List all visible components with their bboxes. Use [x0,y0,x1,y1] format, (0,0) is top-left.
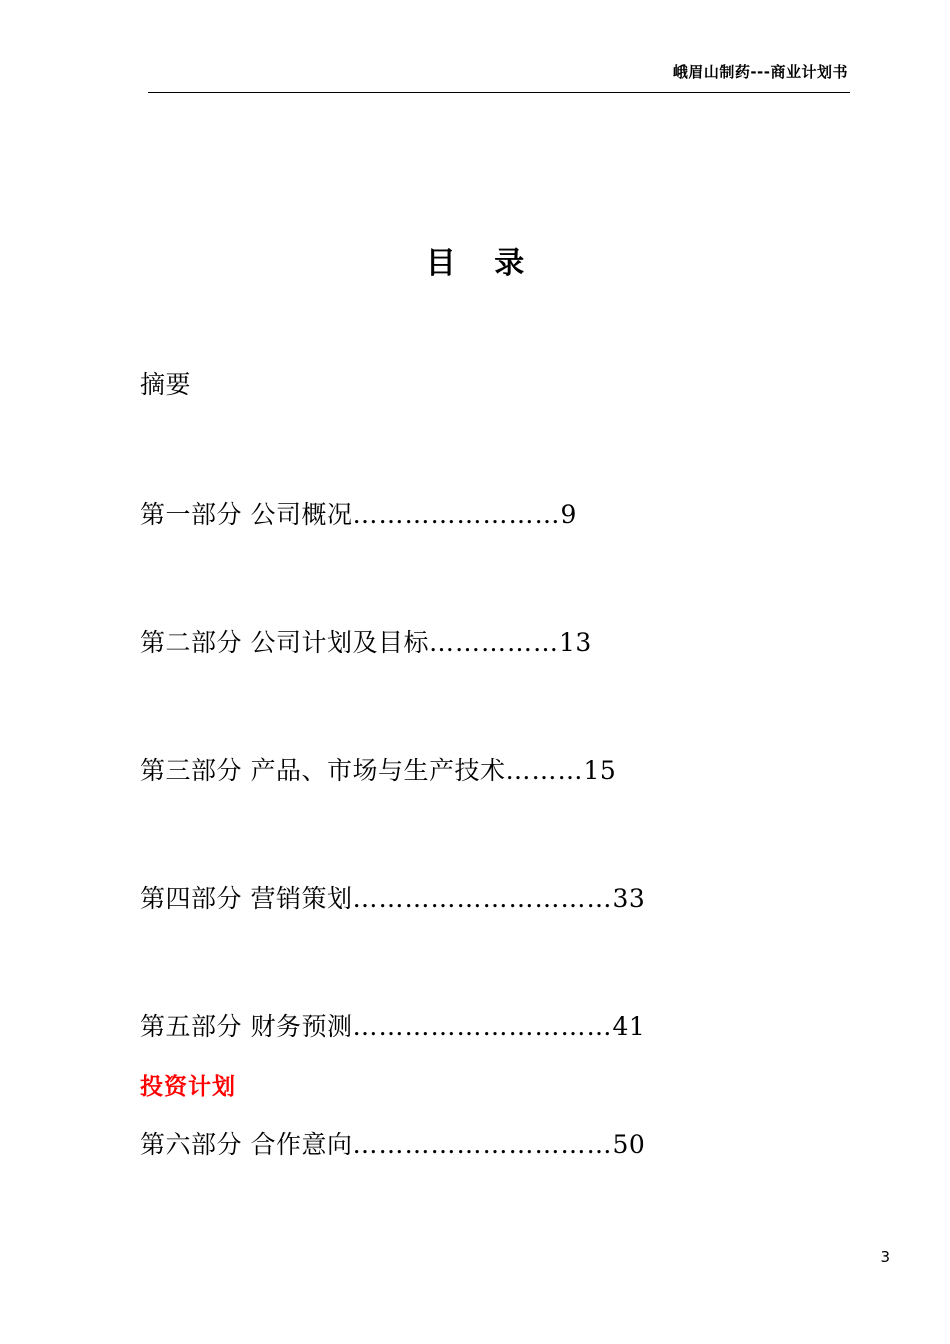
toc-entry-part-6 [140,1130,860,1160]
toc-leader: ………………………… [352,884,613,913]
toc-leader: ……… [505,756,584,785]
toc-page-number: 33 [612,884,646,913]
toc-entry-part-2 [140,628,860,658]
toc-entry-part-5 [140,1012,860,1042]
toc-entry-part-4 [140,884,860,914]
header-divider [148,92,850,93]
toc-entry-part-3 [140,756,860,786]
toc-leader: ………………………… [352,1130,613,1159]
toc-entry-label: 第三部分 产品、市场与生产技术 [140,756,506,785]
toc-entry-label: 摘要 [140,370,192,399]
toc-leader: …………… [428,628,559,657]
toc-entry-part-1 [140,500,860,530]
toc-entry-label: 第一部分 公司概况 [140,500,353,529]
toc-entry-label: 第四部分 营销策划 [140,884,353,913]
investment-plan-note: 投资计划 [140,1074,236,1100]
toc-entry-label: 第五部分 财务预测 [140,1012,353,1041]
toc-list [140,370,860,1258]
toc-entry-label: 第六部分 合作意向 [140,1130,353,1159]
page-title: 目 录 [425,246,539,281]
toc-page-number: 13 [558,628,592,657]
toc-entry-label: 第二部分 公司计划及目标 [140,628,429,657]
toc-leader: …………………… [352,500,561,529]
toc-page-number: 15 [583,756,617,785]
running-head: 峨眉山制药---商业计划书 [672,63,848,81]
toc-page-number: 9 [560,500,577,529]
toc-leader: ………………………… [352,1012,613,1041]
page-header [148,62,850,93]
footer-page-number: 3 [880,1248,890,1266]
toc-entry-abstract [140,370,860,400]
toc-page-number: 50 [612,1130,646,1159]
toc-page-number: 41 [612,1012,646,1041]
